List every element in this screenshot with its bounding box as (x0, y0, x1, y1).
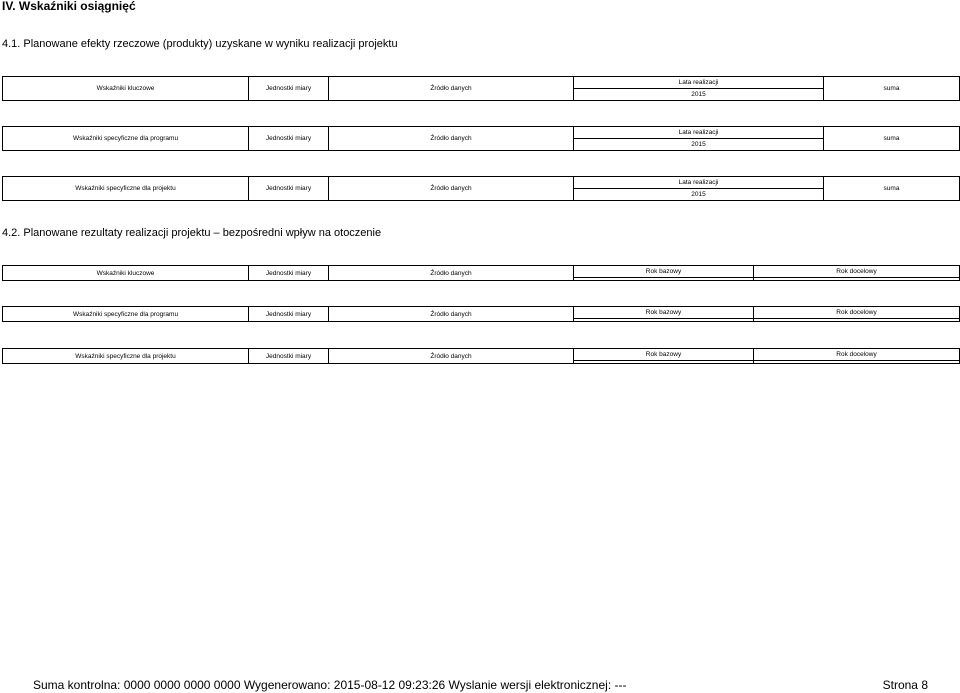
header-target-year: Rok docelowy (754, 307, 960, 319)
header-year: 2015 (574, 139, 824, 151)
header-years: Lata realizacji (574, 177, 824, 189)
header-years: Lata realizacji (574, 127, 824, 139)
header-target-year: Rok docelowy (754, 266, 960, 278)
header-source: Źródło danych (329, 127, 574, 151)
footer-checksum: Suma kontrolna: 0000 0000 0000 0000 Wygenerowano: 2015-08-12 09:23:26 Wyslanie wersji elektronicznej: --- (33, 678, 627, 692)
header-source: Źródło danych (329, 266, 574, 281)
section-4-1-title: 4.1. Planowane efekty rzeczowe (produkty) uzyskane w wyniku realizacji projektu (2, 38, 398, 50)
header-units: Jednostki miary (249, 266, 329, 281)
header-year: 2015 (574, 189, 824, 201)
header-sum: suma (824, 77, 960, 101)
header-indicators: Wskaźniki kluczowe (3, 77, 249, 101)
products-table-key (2, 76, 960, 101)
header-units: Jednostki miary (249, 77, 329, 101)
header-sum: suma (824, 177, 960, 201)
header-indicators: Wskaźniki specyficzne dla programu (3, 307, 249, 322)
header-source: Źródło danych (329, 77, 574, 101)
header-indicators: Wskaźniki kluczowe (3, 266, 249, 281)
header-years: Lata realizacji (574, 77, 824, 89)
header-indicators: Wskaźniki specyficzne dla programu (3, 127, 249, 151)
header-indicators: Wskaźniki specyficzne dla projektu (3, 177, 249, 201)
header-base-year: Rok bazowy (574, 349, 754, 361)
results-table-project (2, 348, 960, 364)
results-table-key (2, 265, 960, 281)
footer-page-number: Strona 8 (882, 678, 928, 692)
products-table-program (2, 126, 960, 151)
header-units: Jednostki miary (249, 349, 329, 364)
header-source: Źródło danych (329, 177, 574, 201)
header-base-year: Rok bazowy (574, 266, 754, 278)
products-table-project (2, 176, 960, 201)
header-indicators: Wskaźniki specyficzne dla projektu (3, 349, 249, 364)
header-source: Źródło danych (329, 307, 574, 322)
header-target-year: Rok docelowy (754, 349, 960, 361)
results-table-program (2, 306, 960, 322)
header-units: Jednostki miary (249, 177, 329, 201)
section-title: IV. Wskaźniki osiągnięć (2, 0, 136, 13)
header-year: 2015 (574, 89, 824, 101)
header-base-year: Rok bazowy (574, 307, 754, 319)
header-source: Źródło danych (329, 349, 574, 364)
header-units: Jednostki miary (249, 127, 329, 151)
header-sum: suma (824, 127, 960, 151)
section-4-2-title: 4.2. Planowane rezultaty realizacji projektu – bezpośredni wpływ na otoczenie (2, 227, 382, 239)
header-units: Jednostki miary (249, 307, 329, 322)
